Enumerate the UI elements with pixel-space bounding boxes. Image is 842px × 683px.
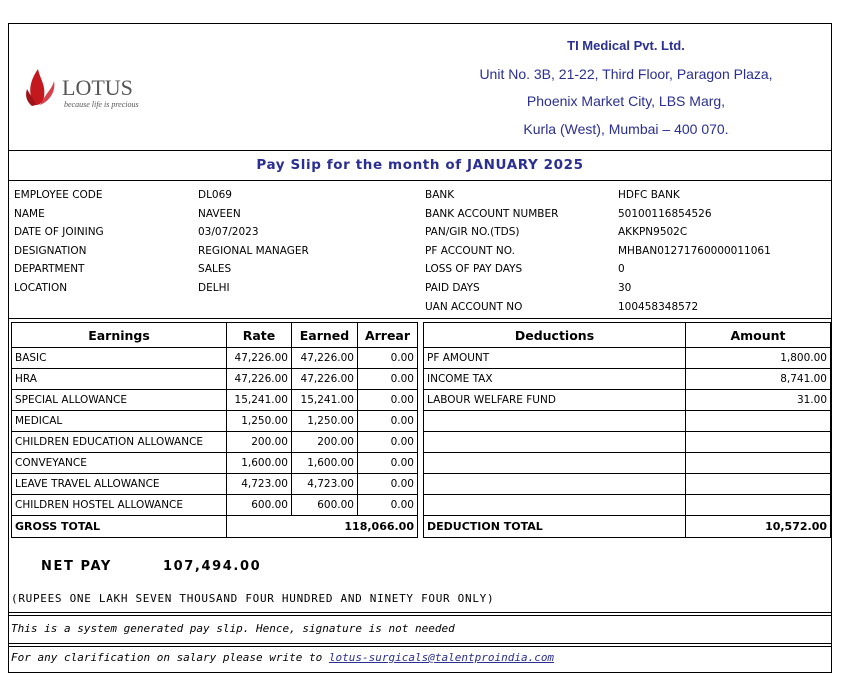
earning-arrear: 0.00 xyxy=(358,348,418,369)
detail-label: UAN ACCOUNT NO xyxy=(425,300,523,313)
earning-name: LEAVE TRAVEL ALLOWANCE xyxy=(12,474,227,495)
divider xyxy=(8,180,832,181)
earning-earned: 1,250.00 xyxy=(292,411,358,432)
earning-name: CHILDREN HOSTEL ALLOWANCE xyxy=(12,495,227,516)
table-row xyxy=(424,390,831,411)
deduction-name xyxy=(424,453,686,474)
table-row xyxy=(424,348,831,369)
gross-total-row xyxy=(12,516,418,538)
table-row xyxy=(424,369,831,390)
amount-in-words: (RUPEES ONE LAKH SEVEN THOUSAND FOUR HUNDRED AND NINETY FOUR ONLY) xyxy=(11,592,495,605)
detail-label: PAN/GIR NO.(TDS) xyxy=(425,226,520,239)
rate-header: Rate xyxy=(227,323,292,348)
earning-arrear: 0.00 xyxy=(358,369,418,390)
divider xyxy=(8,150,832,151)
divider xyxy=(8,615,832,616)
deduction-name xyxy=(424,495,686,516)
gross-total-value: 118,066.00 xyxy=(227,516,418,538)
earning-earned: 4,723.00 xyxy=(292,474,358,495)
earning-arrear: 0.00 xyxy=(358,390,418,411)
clarification-email-link[interactable]: lotus-surgicals@talentproindia.com xyxy=(328,651,555,664)
company-address-line-3: Kurla (West), Mumbai – 400 070. xyxy=(523,120,729,137)
table-row xyxy=(424,432,831,453)
arrear-header: Arrear xyxy=(358,323,418,348)
detail-value: MHBAN01271760000011061 xyxy=(618,244,771,257)
deduction-amount xyxy=(686,432,831,453)
svg-text:LOTUS: LOTUS xyxy=(62,75,133,100)
deduction-amount: 8,741.00 xyxy=(686,369,831,390)
deduction-amount: 1,800.00 xyxy=(686,348,831,369)
deduction-name: INCOME TAX xyxy=(424,369,686,390)
employee-right-labels xyxy=(425,188,558,318)
earning-name: SPECIAL ALLOWANCE xyxy=(12,390,227,411)
earning-earned: 47,226.00 xyxy=(292,369,358,390)
table-row xyxy=(12,390,418,411)
deduction-amount: 31.00 xyxy=(686,390,831,411)
earning-arrear: 0.00 xyxy=(358,495,418,516)
earning-rate: 1,250.00 xyxy=(227,411,292,432)
earning-rate: 1,600.00 xyxy=(227,453,292,474)
gross-total-label: GROSS TOTAL xyxy=(12,516,227,538)
table-row xyxy=(424,453,831,474)
deduction-amount xyxy=(686,495,831,516)
table-row xyxy=(12,453,418,474)
payslip-title: Pay Slip for the month of JANUARY 2025 xyxy=(256,157,584,173)
detail-label: LOCATION xyxy=(14,281,68,294)
earning-name: CONVEYANCE xyxy=(12,453,227,474)
deductions-header: Deductions xyxy=(424,323,686,348)
detail-label: NAME xyxy=(14,207,45,220)
deduction-name: PF AMOUNT xyxy=(424,348,686,369)
earning-arrear: 0.00 xyxy=(358,411,418,432)
earning-earned: 47,226.00 xyxy=(292,348,358,369)
earning-earned: 15,241.00 xyxy=(292,390,358,411)
deduction-name: LABOUR WELFARE FUND xyxy=(424,390,686,411)
earning-rate: 4,723.00 xyxy=(227,474,292,495)
detail-label: PF ACCOUNT NO. xyxy=(425,244,515,257)
earnings-header: Earnings xyxy=(12,323,227,348)
detail-label: DESIGNATION xyxy=(14,244,87,257)
earning-rate: 15,241.00 xyxy=(227,390,292,411)
earning-rate: 600.00 xyxy=(227,495,292,516)
detail-label: DATE OF JOINING xyxy=(14,226,104,239)
detail-value: 30 xyxy=(618,281,632,294)
detail-value: AKKPN9502C xyxy=(618,226,688,239)
earnings-table xyxy=(11,322,418,538)
deduction-amount xyxy=(686,411,831,432)
detail-value: DL069 xyxy=(198,189,232,201)
net-pay-value: 107,494.00 xyxy=(163,559,262,574)
earning-rate: 47,226.00 xyxy=(227,369,292,390)
detail-value: NAVEEN xyxy=(198,207,241,220)
deduction-amount xyxy=(686,453,831,474)
clarification-text: For any clarification on salary please write to xyxy=(11,651,323,664)
earning-arrear: 0.00 xyxy=(358,453,418,474)
divider xyxy=(8,646,832,647)
earning-earned: 1,600.00 xyxy=(292,453,358,474)
deduction-total-label: DEDUCTION TOTAL xyxy=(424,516,686,538)
detail-label: EMPLOYEE CODE xyxy=(14,189,103,201)
earning-earned: 600.00 xyxy=(292,495,358,516)
earned-header: Earned xyxy=(292,323,358,348)
table-row xyxy=(12,474,418,495)
lotus-logo xyxy=(22,57,182,117)
earning-arrear: 0.00 xyxy=(358,474,418,495)
table-row xyxy=(424,411,831,432)
company-block xyxy=(418,36,834,146)
deduction-name xyxy=(424,411,686,432)
table-row xyxy=(12,348,418,369)
divider xyxy=(8,318,832,319)
divider xyxy=(8,643,832,644)
detail-value: SALES xyxy=(198,263,232,276)
divider xyxy=(8,612,832,613)
company-name: TI Medical Pvt. Ltd. xyxy=(567,38,685,53)
system-note: This is a system generated pay slip. Hence, signature is not needed xyxy=(11,622,455,635)
detail-label: PAID DAYS xyxy=(425,281,480,294)
deduction-name xyxy=(424,432,686,453)
earning-name: HRA xyxy=(12,369,227,390)
lotus-flower-icon xyxy=(22,57,182,117)
earning-name: BASIC xyxy=(12,348,227,369)
detail-label: LOSS OF PAY DAYS xyxy=(425,263,523,276)
detail-value: 100458348572 xyxy=(618,300,699,313)
table-row xyxy=(12,411,418,432)
detail-value: REGIONAL MANAGER xyxy=(198,244,309,257)
earning-name: MEDICAL xyxy=(12,411,227,432)
amount-header: Amount xyxy=(686,323,831,348)
company-address-line-2: Phoenix Market City, LBS Marg, xyxy=(526,93,726,109)
earning-rate: 47,226.00 xyxy=(227,348,292,369)
company-address-line-1: Unit No. 3B, 21-22, Third Floor, Paragon Plaza, xyxy=(479,65,773,82)
detail-label: BANK ACCOUNT NUMBER xyxy=(425,207,559,220)
earnings-header-row xyxy=(12,323,418,348)
detail-label: BANK xyxy=(425,189,455,201)
table-row xyxy=(424,495,831,516)
earning-earned: 200.00 xyxy=(292,432,358,453)
table-row xyxy=(424,474,831,495)
detail-value: HDFC BANK xyxy=(618,189,680,201)
employee-right-values xyxy=(618,188,771,318)
deduction-name xyxy=(424,474,686,495)
svg-text:because life is precious: because life is precious xyxy=(64,100,139,109)
earning-rate: 200.00 xyxy=(227,432,292,453)
detail-label: DEPARTMENT xyxy=(14,263,85,276)
earning-name: CHILDREN EDUCATION ALLOWANCE xyxy=(12,432,227,453)
deduction-amount xyxy=(686,474,831,495)
detail-value: 50100116854526 xyxy=(618,207,712,220)
deductions-table xyxy=(423,322,831,538)
net-pay-label: NET PAY xyxy=(41,559,112,574)
deduction-total-value: 10,572.00 xyxy=(686,516,831,538)
employee-left-values xyxy=(198,188,309,300)
table-row xyxy=(12,495,418,516)
table-row xyxy=(12,369,418,390)
detail-value: 0 xyxy=(618,263,625,276)
detail-value: 03/07/2023 xyxy=(198,226,259,239)
deductions-header-row xyxy=(424,323,831,348)
clarification-note xyxy=(11,651,554,664)
earning-arrear: 0.00 xyxy=(358,432,418,453)
deduction-total-row xyxy=(424,516,831,538)
table-row xyxy=(12,432,418,453)
employee-left-labels xyxy=(14,188,104,300)
detail-value: DELHI xyxy=(198,281,230,294)
